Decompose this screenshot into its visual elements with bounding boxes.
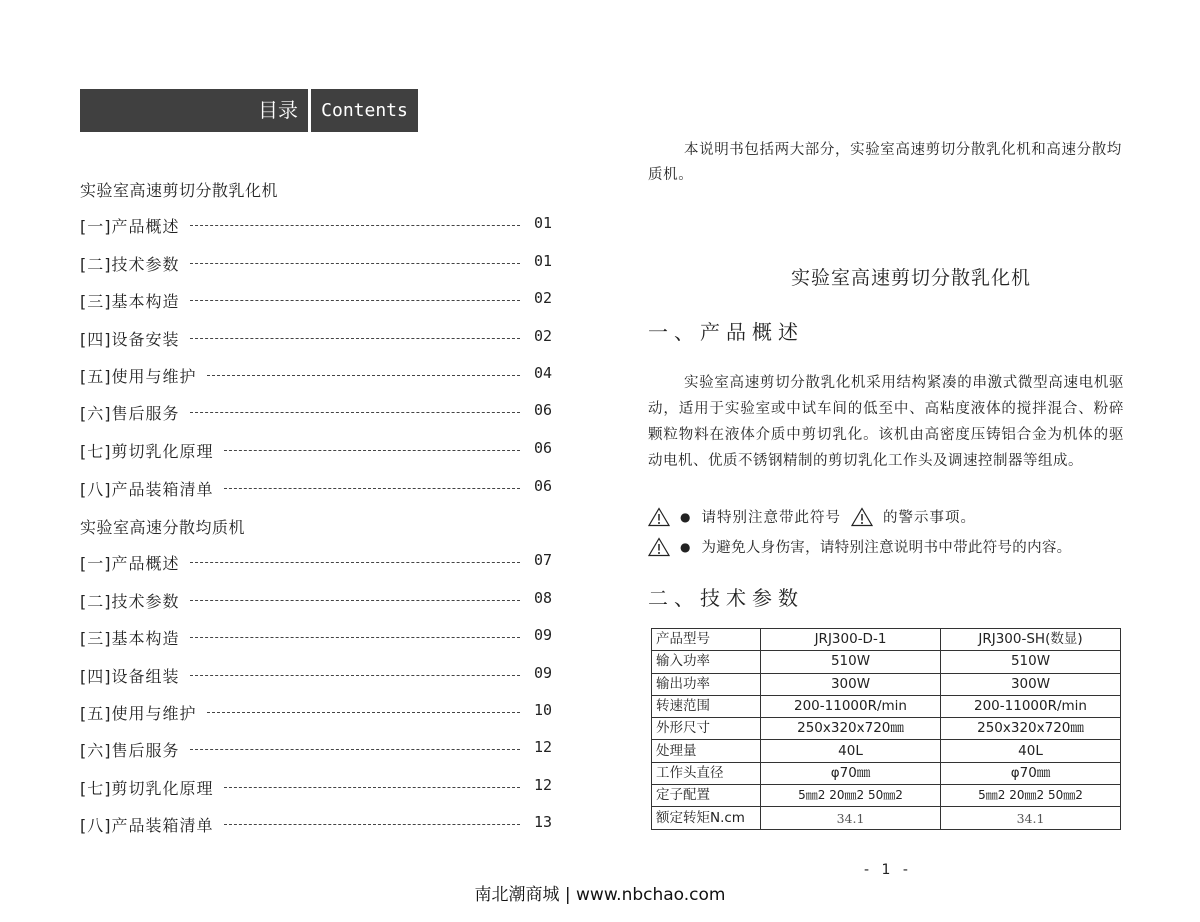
warning-text-1a: 请特别注意带此符号 xyxy=(701,510,841,526)
table-row xyxy=(652,651,1121,673)
toc-item-page: 12 xyxy=(533,738,552,756)
toc-leader xyxy=(224,824,520,825)
spec-key: 输入功率 xyxy=(652,651,761,673)
toc-item-page: 02 xyxy=(533,289,552,307)
toc-item-label: [一]产品概述 xyxy=(80,217,180,236)
toc-item-page: 10 xyxy=(533,701,552,719)
toc-item-page: 09 xyxy=(533,664,552,682)
toc-item[interactable] xyxy=(80,589,552,613)
toc-item[interactable] xyxy=(80,214,552,238)
table-row xyxy=(652,807,1121,829)
toc-item-label: [七]剪切乳化原理 xyxy=(80,779,214,798)
toc-item-page: 08 xyxy=(533,589,552,607)
overview-paragraph: 实验室高速剪切分散乳化机采用结构紧凑的串激式微型高速电机驱动，适用于实验室或中试车间的低至中、高粘度液体的搅拌混合、粉碎颗粒物料在液体介质中剪切乳化。该机由高密度压铸铝合金为机体的驱动电机、优质不锈钢精制的剪切乳化工作头及调速控制器等组成。 xyxy=(648,375,1124,469)
warning-text-1b: 的警示事项。 xyxy=(882,510,976,526)
warning-triangle-icon xyxy=(648,537,670,557)
heading-specs: 二、技术参数 xyxy=(648,586,804,610)
toc-item-page: 02 xyxy=(533,327,552,345)
toc-item[interactable] xyxy=(80,813,552,837)
toc-item-label: [七]剪切乳化原理 xyxy=(80,442,214,461)
toc-item-page: 06 xyxy=(533,477,552,495)
spec-value: φ70㎜ xyxy=(761,762,941,784)
table-row xyxy=(652,629,1121,651)
toc-leader xyxy=(224,450,520,451)
spec-key: 额定转矩N.cm xyxy=(652,807,761,829)
spec-value: 510W xyxy=(941,651,1121,673)
toc-item-label: [四]设备组装 xyxy=(80,667,180,686)
spec-value: 34.1 xyxy=(761,807,941,829)
spec-value: 250x320x720㎜ xyxy=(941,718,1121,740)
toc-item-label: [二]技术参数 xyxy=(80,592,180,611)
toc-item-label: [六]售后服务 xyxy=(80,404,180,423)
warning-line-1 xyxy=(648,506,976,527)
toc-item-label: [六]售后服务 xyxy=(80,741,180,760)
toc-item-page: 09 xyxy=(533,626,552,644)
toc-leader xyxy=(207,375,520,376)
toc-item-page: 06 xyxy=(533,401,552,419)
toc-item[interactable] xyxy=(80,776,552,800)
footer-watermark[interactable]: 南北潮商城 | www.nbchao.com xyxy=(474,885,726,905)
table-row xyxy=(652,762,1121,784)
spec-value: JRJ300-SH(数显) xyxy=(941,629,1121,651)
toc-leader xyxy=(190,300,520,301)
warning-triangle-icon xyxy=(851,507,873,527)
toc-item-page: 01 xyxy=(533,252,552,270)
spec-table xyxy=(651,628,1121,830)
toc-item[interactable] xyxy=(80,364,552,388)
spec-value: 300W xyxy=(941,673,1121,695)
toc-leader xyxy=(190,675,520,676)
toc-item-label: [三]基本构造 xyxy=(80,629,180,648)
spec-value: 40L xyxy=(941,740,1121,762)
toc-leader xyxy=(207,712,520,713)
warning-triangle-icon xyxy=(648,507,670,527)
warning-text-2: 为避免人身伤害，请特别注意说明书中带此符号的内容。 xyxy=(701,540,1072,556)
bullet: ● xyxy=(680,539,692,554)
spec-value: 34.1 xyxy=(941,807,1121,829)
bullet: ● xyxy=(680,509,692,524)
table-row xyxy=(652,718,1121,740)
spec-value: 5㎜2 20㎜2 50㎜2 xyxy=(761,785,941,807)
spec-key: 转速范围 xyxy=(652,695,761,717)
toc-leader xyxy=(190,749,520,750)
toc-leader xyxy=(190,562,520,563)
toc-item[interactable] xyxy=(80,439,552,463)
toc-leader xyxy=(224,488,520,489)
spec-key: 工作头直径 xyxy=(652,762,761,784)
toc-item[interactable] xyxy=(80,738,552,762)
toc-header-cn: 目录 xyxy=(80,89,308,132)
toc-item-page: 06 xyxy=(533,439,552,457)
toc-item-label: [五]使用与维护 xyxy=(80,367,197,386)
intro-paragraph: 本说明书包括两大部分，实验室高速剪切分散乳化机和高速分散均质机。 xyxy=(648,142,1122,183)
toc-header xyxy=(80,89,418,132)
toc-item-label: [一]产品概述 xyxy=(80,554,180,573)
toc-leader xyxy=(190,637,520,638)
toc-item[interactable] xyxy=(80,327,552,351)
toc-item[interactable] xyxy=(80,701,552,725)
toc-item-page: 01 xyxy=(533,214,552,232)
spec-key: 外形尺寸 xyxy=(652,718,761,740)
spec-key: 定子配置 xyxy=(652,785,761,807)
spec-value: 200-11000R/min xyxy=(761,695,941,717)
spec-value: 5㎜2 20㎜2 50㎜2 xyxy=(941,785,1121,807)
spec-key: 输出功率 xyxy=(652,673,761,695)
table-row xyxy=(652,740,1121,762)
toc-leader xyxy=(190,263,520,264)
toc-item[interactable] xyxy=(80,289,552,313)
table-row xyxy=(652,785,1121,807)
toc-item[interactable] xyxy=(80,401,552,425)
toc-item[interactable] xyxy=(80,626,552,650)
page-number: - 1 - xyxy=(864,862,912,878)
toc-item-label: [八]产品装箱清单 xyxy=(80,816,214,835)
toc-item[interactable] xyxy=(80,252,552,276)
toc-leader xyxy=(190,412,520,413)
toc-item[interactable] xyxy=(80,477,552,501)
spec-value: 510W xyxy=(761,651,941,673)
toc-section-title: 实验室高速分散均质机 xyxy=(80,518,246,537)
toc-leader xyxy=(224,787,520,788)
toc-item-page: 07 xyxy=(533,551,552,569)
spec-value: 40L xyxy=(761,740,941,762)
toc-item[interactable] xyxy=(80,664,552,688)
toc-item-label: [三]基本构造 xyxy=(80,292,180,311)
warning-line-2 xyxy=(648,536,1071,557)
heading-overview: 一、产品概述 xyxy=(648,320,804,344)
toc-item-page: 04 xyxy=(533,364,552,382)
spec-value: 200-11000R/min xyxy=(941,695,1121,717)
toc-header-en: Contents xyxy=(311,89,418,132)
spec-value: φ70㎜ xyxy=(941,762,1121,784)
toc-leader xyxy=(190,225,520,226)
spec-value: 250x320x720㎜ xyxy=(761,718,941,740)
toc-item-label: [四]设备安装 xyxy=(80,330,180,349)
spec-key: 处理量 xyxy=(652,740,761,762)
spec-value: 300W xyxy=(761,673,941,695)
toc-section-title: 实验室高速剪切分散乳化机 xyxy=(80,181,279,200)
toc-item-label: [八]产品装箱清单 xyxy=(80,480,214,499)
table-row xyxy=(652,673,1121,695)
toc-item[interactable] xyxy=(80,551,552,575)
toc-item-page: 12 xyxy=(533,776,552,794)
product-title: 实验室高速剪切分散乳化机 xyxy=(790,267,1031,289)
spec-value: JRJ300-D-1 xyxy=(761,629,941,651)
toc-item-label: [二]技术参数 xyxy=(80,255,180,274)
toc-leader xyxy=(190,338,520,339)
table-row xyxy=(652,695,1121,717)
toc-item-label: [五]使用与维护 xyxy=(80,704,197,723)
toc-leader xyxy=(190,600,520,601)
spec-key: 产品型号 xyxy=(652,629,761,651)
toc-item-page: 13 xyxy=(533,813,552,831)
